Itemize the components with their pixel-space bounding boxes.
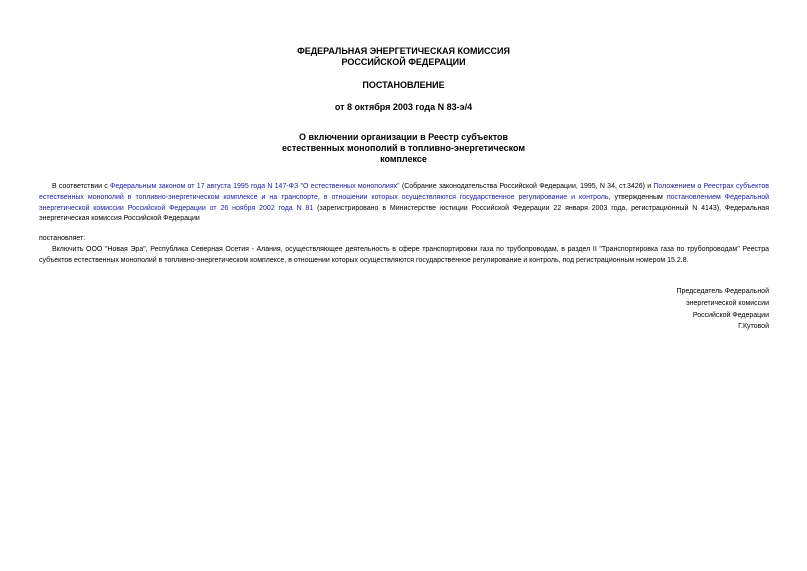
document-type: ПОСТАНОВЛЕНИЕ — [362, 80, 445, 90]
preamble-paragraph — [39, 182, 769, 225]
signature-block — [676, 286, 769, 333]
registry-regulation-link[interactable]: Положением о Реестрах субъектов естественных монополий в топливно-энергетическом комплексе и на транспорте, в отношении которых осуществляются государственное регулирование и контроль — [39, 183, 769, 201]
resolves-label: постановляет: — [39, 235, 86, 242]
preamble-text-1: В соответствии с — [52, 183, 111, 190]
commission-name — [0, 46, 807, 68]
signatory-name: Г.Кутовой — [738, 323, 769, 331]
signature-line-1: Председатель Федеральной — [676, 288, 769, 295]
preamble-text-3: , утвержденным — [608, 193, 667, 201]
fek-resolution-link[interactable]: постановлением Федеральной энергетической комиссии Российской Федерации от 26 ноября 2002 года N 81 — [39, 193, 769, 212]
title-line-2: естественных монополий в топливно-энергетическом — [281, 143, 526, 153]
document-title — [0, 132, 807, 165]
signature-line-2: энергетической комиссии — [686, 299, 769, 307]
title-line-1: О включении организации в Реестр субъектов — [298, 132, 509, 142]
preamble-text-4: (зарегистрировано в Министерстве юстиции Российской Федерации 22 января 2003 года, регистрационный N 4143), Федеральная энергетическая комиссия Российской Федерации — [39, 204, 769, 223]
decision-paragraph: Включить ООО "Новая Эра", Республика Северная Осетия - Алания, осуществляющее деятельность в сфере транспортировки газа по трубопроводам, в раздел II "Транспортировка газа по трубопроводам" Реестра субъектов естественных монополий в топливно-энергетическом комплексе, в отношении которых осуществляются государственное регулирование и контроль, под регистрационным номером 15.2.8. — [39, 246, 769, 264]
commission-line-1: ФЕДЕРАЛЬНАЯ ЭНЕРГЕТИЧЕСКАЯ КОМИССИЯ — [297, 46, 510, 56]
signature-line-3: Российской Федерации — [692, 311, 769, 319]
federal-law-link[interactable]: Федеральным законом от 17 августа 1995 года N 147-ФЗ "О естественных монополиях" — [110, 183, 400, 190]
preamble-text-2: (Собрание законодательства Российской Федерации, 1995, N 34, ст.3426) и — [399, 183, 654, 190]
document-date-number: от 8 октября 2003 года N 83-э/4 — [334, 102, 473, 112]
commission-line-2: РОССИЙСКОЙ ФЕДЕРАЦИИ — [341, 57, 466, 67]
title-line-3: комплексе — [380, 154, 427, 164]
